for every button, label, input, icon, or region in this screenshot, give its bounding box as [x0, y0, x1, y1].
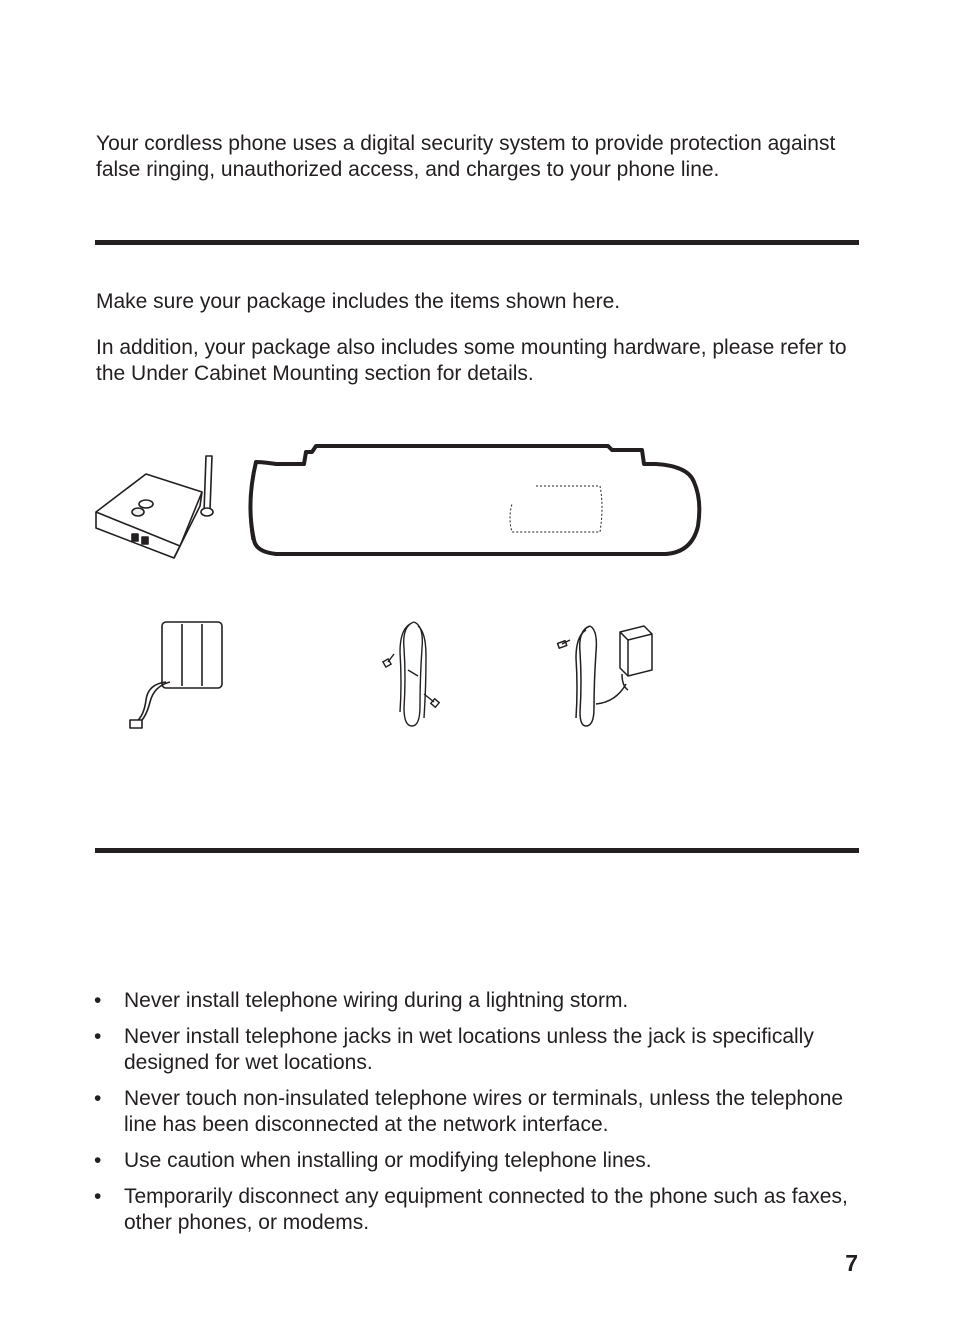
list-item: • Never touch non-insulated telephone wires or terminals, unless the telephone line has been disconnected at the network interface.	[94, 1087, 844, 1136]
page-number: 7	[845, 1250, 858, 1276]
handset-icon	[236, 444, 704, 560]
list-item: • Temporarily disconnect any equipment connected to the phone such as faxes, other phones, or modems.	[94, 1185, 848, 1234]
mounting-hardware-paragraph: In addition, your package also includes some mounting hardware, please refer to the Under Cabinet Mounting section for details.	[96, 336, 847, 385]
bullet-marker: •	[94, 1149, 102, 1172]
section-divider-bottom	[95, 848, 859, 853]
security-paragraph: Your cordless phone uses a digital security system to provide protection against false ringing, unauthorized access, and charges to your phone line.	[96, 132, 836, 181]
bullet-marker: •	[94, 1087, 102, 1110]
bullet-marker: •	[94, 1185, 102, 1208]
safety-bullet-list	[92, 988, 852, 1246]
list-item: • Use caution when installing or modifying telephone lines.	[94, 1149, 652, 1172]
telephone-cord-icon	[380, 618, 450, 732]
package-check-paragraph: Make sure your package includes the items shown here.	[96, 290, 621, 313]
bullet-marker: •	[94, 989, 102, 1012]
list-item: • Never install telephone jacks in wet locations unless the jack is specifically designed for wet locations.	[94, 1025, 814, 1074]
list-item: • Never install telephone wiring during a lightning storm.	[94, 989, 629, 1012]
ac-adapter-icon	[556, 622, 662, 730]
battery-pack-icon	[126, 620, 226, 732]
section-divider-top	[95, 240, 859, 245]
bullet-marker: •	[94, 1025, 102, 1048]
base-unit-icon	[94, 448, 224, 562]
